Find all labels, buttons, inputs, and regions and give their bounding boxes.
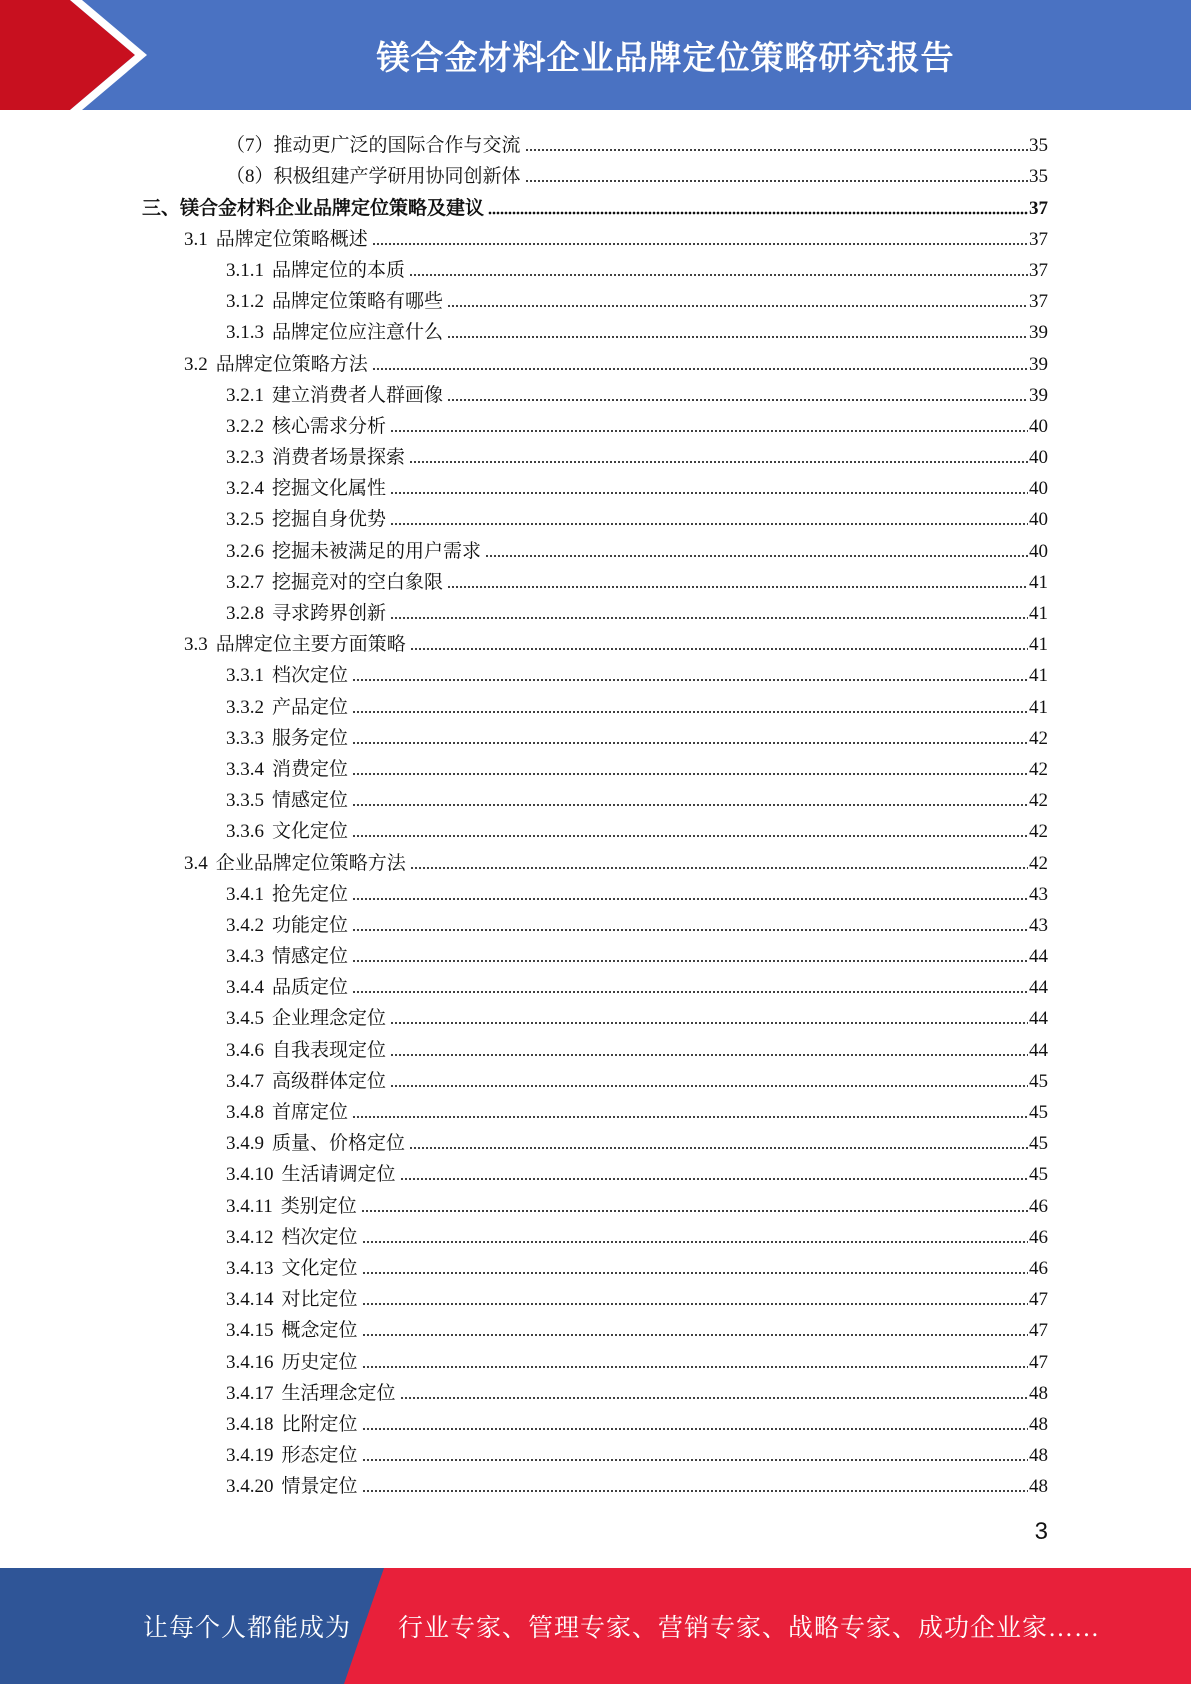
dot-leader: [352, 813, 1028, 838]
toc-entry-number: 3.3: [184, 634, 208, 656]
toc-entry-number: 3.4.17: [226, 1382, 274, 1404]
toc-entry-title: 品牌定位策略方法: [215, 353, 368, 375]
toc-entry[interactable]: [0, 1468, 1191, 1499]
chevron-arrow-icon: [0, 0, 160, 110]
toc-entry-title: 消费定位: [272, 758, 349, 780]
footer-slogan-right: 行业专家、管理专家、营销专家、战略专家、成功企业家……: [398, 1615, 1101, 1642]
toc-entry-number: 3.3.3: [226, 727, 264, 749]
toc-entry-number: 三、: [142, 197, 181, 219]
toc-entry-title: 自我表现定位: [272, 1039, 387, 1061]
toc-entry[interactable]: [0, 907, 1191, 938]
toc-entry-page: 47: [1029, 1289, 1048, 1311]
toc-entry[interactable]: [0, 720, 1191, 751]
toc-entry-page: 44: [1029, 977, 1048, 999]
toc-entry-page: 39: [1029, 322, 1048, 344]
toc-entry-number: 3.1.2: [226, 291, 264, 313]
toc-entry-number: （7）: [226, 135, 274, 157]
toc-entry-page: 41: [1029, 634, 1048, 656]
dot-leader: [352, 907, 1028, 932]
toc-entry-page: 42: [1029, 758, 1048, 780]
toc-entry[interactable]: [0, 221, 1191, 252]
toc-entry[interactable]: [0, 1031, 1191, 1062]
toc-entry-page: 43: [1029, 914, 1048, 936]
toc-entry-number: 3.4.10: [226, 1164, 274, 1186]
toc-entry-number: 3.4.9: [226, 1133, 264, 1155]
toc-entry-number: 3.1: [184, 228, 208, 250]
dot-leader: [352, 751, 1028, 776]
toc-entry[interactable]: [0, 813, 1191, 844]
toc-entry-title: 抢先定位: [272, 883, 349, 905]
toc-entry-title: 文化定位: [272, 821, 349, 843]
toc-entry-title: 情感定位: [272, 946, 349, 968]
dot-leader: [400, 1156, 1028, 1181]
toc-entry-page: 45: [1029, 1133, 1048, 1155]
toc-entry-page: 46: [1029, 1257, 1048, 1279]
toc-entry-number: 3.4.15: [226, 1320, 274, 1342]
toc-entry[interactable]: [0, 1219, 1191, 1250]
dot-leader: [447, 314, 1028, 339]
toc-entry[interactable]: [0, 1000, 1191, 1031]
dot-leader: [362, 1219, 1028, 1244]
toc-entry-page: 41: [1029, 665, 1048, 687]
toc-entry[interactable]: [0, 657, 1191, 688]
dot-leader: [352, 969, 1028, 994]
header-band: [0, 0, 1191, 110]
toc-entry-page: 40: [1029, 509, 1048, 531]
toc-entry-title: 品牌定位主要方面策略: [215, 634, 406, 656]
toc-entry-page: 41: [1029, 571, 1048, 593]
dot-leader: [390, 1031, 1028, 1056]
toc-entry-page: 46: [1029, 1226, 1048, 1248]
dot-leader: [485, 532, 1028, 557]
toc-entry-title: 概念定位: [281, 1320, 358, 1342]
toc-entry[interactable]: [0, 345, 1191, 376]
dot-leader: [390, 408, 1028, 433]
toc-entry[interactable]: [0, 252, 1191, 283]
dot-leader: [352, 876, 1028, 901]
toc-entry[interactable]: [0, 595, 1191, 626]
toc-entry-page: 48: [1029, 1476, 1048, 1498]
toc-entry[interactable]: [0, 408, 1191, 439]
toc-entry[interactable]: [0, 283, 1191, 314]
dot-leader: [447, 564, 1028, 589]
toc-entry-number: 3.2: [184, 353, 208, 375]
page-number: 3: [1034, 1518, 1048, 1545]
toc-entry[interactable]: [0, 1094, 1191, 1125]
toc-entry[interactable]: [0, 938, 1191, 969]
toc-entry-page: 42: [1029, 852, 1048, 874]
toc-entry-page: 37: [1029, 197, 1048, 219]
toc-entry-title: 品牌定位策略有哪些: [272, 291, 444, 313]
toc-entry-page: 40: [1029, 540, 1048, 562]
toc-entry-page: 45: [1029, 1070, 1048, 1092]
document-title: 镁合金材料企业品牌定位策略研究报告: [376, 37, 955, 77]
toc-entry-page: 44: [1029, 946, 1048, 968]
toc-entry-page: 39: [1029, 353, 1048, 375]
toc-entry[interactable]: [0, 782, 1191, 813]
toc-entry-page: 41: [1029, 696, 1048, 718]
toc-entry-number: 3.2.5: [226, 509, 264, 531]
toc-entry[interactable]: [0, 1281, 1191, 1312]
toc-entry[interactable]: [0, 844, 1191, 875]
toc-entry-title: 品牌定位应注意什么: [272, 322, 444, 344]
dot-leader: [390, 1000, 1028, 1025]
toc-entry-title: 挖掘自身优势: [272, 509, 387, 531]
toc-entry-title: 品牌定位的本质: [272, 259, 406, 281]
toc-entry-page: 37: [1029, 228, 1048, 250]
toc-entry-title: 比附定位: [281, 1413, 358, 1435]
toc-entry-page: 37: [1029, 259, 1048, 281]
toc-entry-page: 39: [1029, 384, 1048, 406]
dot-leader: [362, 1312, 1028, 1337]
toc-entry-page: 45: [1029, 1164, 1048, 1186]
toc-entry-title: 质量、价格定位: [272, 1133, 406, 1155]
dot-leader: [362, 1406, 1028, 1431]
toc-entry-title: 企业理念定位: [272, 1008, 387, 1030]
toc-entry-number: 3.1.3: [226, 322, 264, 344]
toc-entry[interactable]: [0, 158, 1191, 189]
dot-leader: [400, 1375, 1028, 1400]
toc-entry-page: 40: [1029, 447, 1048, 469]
toc-entry-title: 高级群体定位: [272, 1070, 387, 1092]
toc-entry-title: 挖掘文化属性: [272, 478, 387, 500]
toc-entry-title: 情景定位: [281, 1476, 358, 1498]
toc-entry-page: 37: [1029, 291, 1048, 313]
toc-entry-page: 35: [1029, 166, 1048, 188]
toc-entry-page: 48: [1029, 1413, 1048, 1435]
dot-leader: [352, 657, 1028, 682]
dot-leader: [372, 345, 1028, 370]
dot-leader: [447, 377, 1028, 402]
toc-entry-title: 建立消费者人群画像: [272, 384, 444, 406]
dot-leader: [372, 221, 1028, 246]
toc-entry-title: 首席定位: [272, 1102, 349, 1123]
toc-entry-number: 3.2.3: [226, 447, 264, 469]
toc-entry[interactable]: [0, 127, 1191, 158]
dot-leader: [410, 844, 1028, 869]
toc-entry-title: 档次定位: [281, 1226, 358, 1248]
toc-entry-title: 历史定位: [281, 1351, 358, 1373]
toc-entry-number: 3.4.19: [226, 1445, 274, 1467]
toc-entry-page: 42: [1029, 727, 1048, 749]
dot-leader: [362, 1343, 1028, 1368]
toc-entry-number: 3.4.8: [226, 1102, 264, 1123]
toc-entry-title: 生活请调定位: [281, 1164, 396, 1186]
footer-band: [0, 1568, 1191, 1684]
toc-entry-page: 48: [1029, 1445, 1048, 1467]
toc-entry-title: 积极组建产学研用协同创新体: [273, 166, 521, 188]
toc-entry-number: 3.4.3: [226, 946, 264, 968]
dot-leader: [362, 1250, 1028, 1275]
toc-entry[interactable]: [0, 969, 1191, 1000]
toc-entry-number: 3.4.2: [226, 914, 264, 936]
toc-entry-title: 产品定位: [272, 696, 349, 718]
toc-entry-page: 42: [1029, 790, 1048, 812]
toc-entry-number: 3.4.1: [226, 883, 264, 905]
dot-leader: [409, 1125, 1028, 1150]
toc-entry-title: 寻求跨界创新: [272, 603, 387, 624]
toc-entry-number: （8）: [226, 166, 274, 188]
dot-leader: [352, 720, 1028, 745]
toc-entry-number: 3.4.18: [226, 1413, 274, 1435]
toc-entry-page: 41: [1029, 603, 1048, 624]
toc-entry-page: 46: [1029, 1195, 1048, 1217]
toc-entry-number: 3.4: [184, 852, 208, 874]
toc-entry-page: 43: [1029, 883, 1048, 905]
toc-entry-number: 3.3.2: [226, 696, 264, 718]
toc-entry[interactable]: [0, 314, 1191, 345]
dot-leader: [409, 252, 1028, 277]
toc-entry-number: 3.2.7: [226, 571, 264, 593]
toc-entry[interactable]: [0, 1250, 1191, 1281]
toc-entry-number: 3.2.8: [226, 603, 264, 624]
toc-entry-title: 消费者场景探索: [272, 447, 406, 469]
toc-entry-page: 47: [1029, 1320, 1048, 1342]
dot-leader: [362, 1281, 1028, 1306]
dot-leader: [390, 595, 1028, 620]
toc-entry-title: 对比定位: [281, 1289, 358, 1311]
toc-entry-title: 镁合金材料企业品牌定位策略及建议: [180, 197, 485, 219]
toc-entry-title: 企业品牌定位策略方法: [215, 852, 406, 874]
toc-entry-number: 3.4.6: [226, 1039, 264, 1061]
toc-entry-title: 核心需求分析: [272, 415, 387, 437]
dot-leader: [352, 782, 1028, 807]
toc-entry-page: 47: [1029, 1351, 1048, 1373]
toc-entry-number: 3.4.16: [226, 1351, 274, 1373]
toc-entry[interactable]: [0, 1125, 1191, 1156]
toc-entry-page: 40: [1029, 478, 1048, 500]
dot-leader: [409, 439, 1028, 464]
toc-entry-number: 3.4.20: [226, 1476, 274, 1498]
toc-entry[interactable]: [0, 532, 1191, 563]
toc-entry[interactable]: [0, 751, 1191, 782]
toc-entry-page: 45: [1029, 1102, 1048, 1123]
toc-entry-title: 生活理念定位: [281, 1382, 396, 1404]
toc-entry-title: 形态定位: [281, 1445, 358, 1467]
toc-entry-title: 情感定位: [272, 790, 349, 812]
dot-leader: [390, 501, 1028, 526]
toc-entry[interactable]: [0, 1375, 1191, 1406]
toc-entry-number: 3.2.2: [226, 415, 264, 437]
toc-entry-number: 3.2.4: [226, 478, 264, 500]
toc-entry[interactable]: [0, 688, 1191, 719]
toc-entry[interactable]: [0, 564, 1191, 595]
toc-entry[interactable]: [0, 876, 1191, 907]
toc-entry[interactable]: [0, 1312, 1191, 1343]
toc-entry-number: 3.3.6: [226, 821, 264, 843]
toc-entry-number: 3.4.4: [226, 977, 264, 999]
toc-entry-page: 44: [1029, 1039, 1048, 1061]
toc-entry-page: 42: [1029, 821, 1048, 843]
toc-entry-number: 3.4.7: [226, 1070, 264, 1092]
dot-leader: [390, 1063, 1028, 1088]
toc-entry[interactable]: [0, 1406, 1191, 1437]
toc-entry[interactable]: [0, 626, 1191, 657]
toc-entry-title: 品牌定位策略概述: [215, 228, 368, 250]
toc-entry-title: 品质定位: [272, 977, 349, 999]
toc-entry-number: 3.3.4: [226, 758, 264, 780]
toc-entry-page: 35: [1029, 135, 1048, 157]
toc-entry[interactable]: [0, 1437, 1191, 1468]
footer-slogan-left: 让每个人都能成为: [143, 1615, 352, 1642]
dot-leader: [352, 1094, 1028, 1119]
toc-entry[interactable]: [0, 1156, 1191, 1187]
toc-entry-title: 功能定位: [272, 914, 349, 936]
dot-leader: [361, 1187, 1028, 1212]
toc-entry[interactable]: [0, 439, 1191, 470]
toc-entry-title: 服务定位: [272, 727, 349, 749]
toc-entry-title: 挖掘未被满足的用户需求: [272, 540, 482, 562]
toc-entry-title: 类别定位: [280, 1195, 357, 1217]
toc-entry[interactable]: [0, 1063, 1191, 1094]
toc-entry-title: 档次定位: [272, 665, 349, 687]
toc-entry-number: 3.4.12: [226, 1226, 274, 1248]
toc-entry-title: 文化定位: [281, 1257, 358, 1279]
dot-leader: [525, 127, 1028, 152]
toc-entry-page: 44: [1029, 1008, 1048, 1030]
toc-entry-title: 推动更广泛的国际合作与交流: [273, 135, 521, 157]
dot-leader: [488, 189, 1028, 214]
dot-leader: [352, 938, 1028, 963]
toc-entry[interactable]: [0, 1187, 1191, 1218]
toc-entry-number: 3.1.1: [226, 259, 264, 281]
toc-entry-number: 3.3.1: [226, 665, 264, 687]
toc-entry-page: 40: [1029, 415, 1048, 437]
dot-leader: [362, 1468, 1028, 1493]
toc-entry[interactable]: [0, 189, 1191, 220]
dot-leader: [362, 1437, 1028, 1462]
toc-entry-number: 3.2.6: [226, 540, 264, 562]
dot-leader: [410, 626, 1028, 651]
toc-entry-number: 3.4.11: [226, 1195, 273, 1217]
toc-entry-number: 3.4.13: [226, 1257, 274, 1279]
toc-entry-number: 3.3.5: [226, 790, 264, 812]
toc-entry-title: 挖掘竞对的空白象限: [272, 571, 444, 593]
table-of-contents: [0, 127, 1191, 1499]
dot-leader: [447, 283, 1028, 308]
toc-entry-page: 48: [1029, 1382, 1048, 1404]
toc-entry[interactable]: [0, 377, 1191, 408]
toc-entry[interactable]: [0, 470, 1191, 501]
toc-entry[interactable]: [0, 1343, 1191, 1374]
dot-leader: [390, 470, 1028, 495]
dot-leader: [525, 158, 1028, 183]
toc-entry[interactable]: [0, 501, 1191, 532]
dot-leader: [352, 688, 1028, 713]
toc-entry-number: 3.4.5: [226, 1008, 264, 1030]
toc-entry-number: 3.4.14: [226, 1289, 274, 1311]
toc-entry-number: 3.2.1: [226, 384, 264, 406]
